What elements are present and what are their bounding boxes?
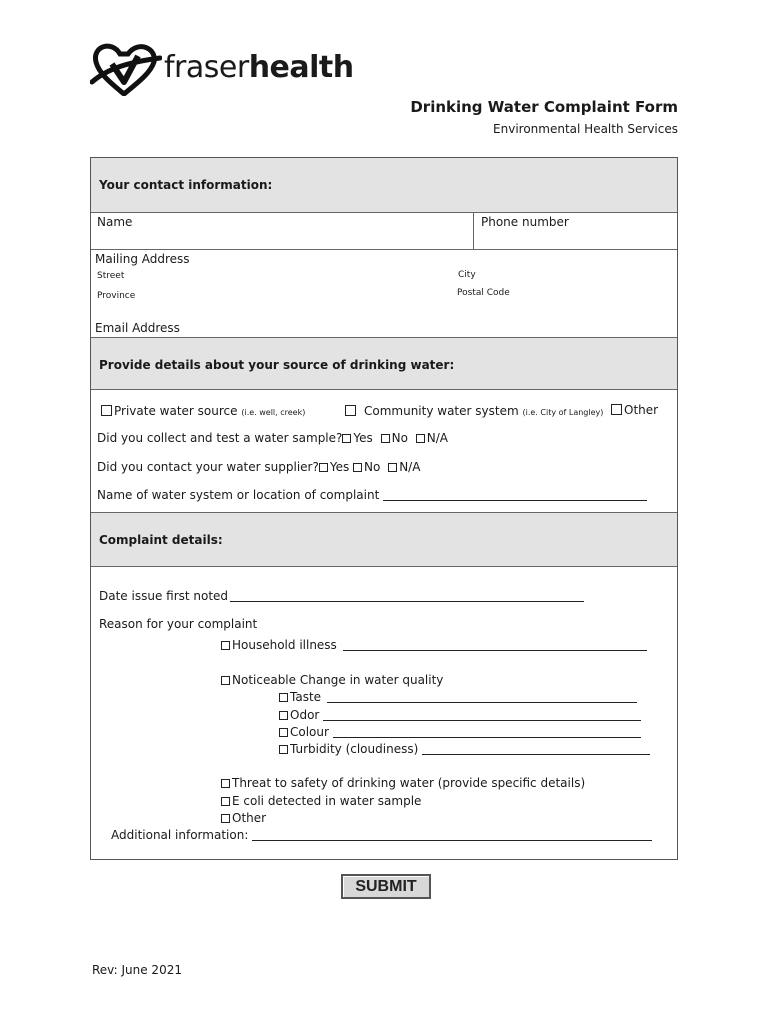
complaint-section-header bbox=[91, 512, 677, 567]
other-source-checkbox[interactable] bbox=[611, 404, 622, 415]
household-illness-checkbox[interactable] bbox=[221, 641, 230, 650]
date-field[interactable]: Date issue first noted bbox=[99, 589, 584, 603]
odor-line[interactable] bbox=[323, 710, 641, 721]
contact-heading: Your contact information: bbox=[99, 178, 273, 192]
form-title: Drinking Water Complaint Form bbox=[410, 98, 678, 116]
form-subtitle: Environmental Health Services bbox=[493, 122, 678, 136]
supplier-yes-checkbox[interactable] bbox=[319, 463, 328, 472]
location-line[interactable] bbox=[383, 490, 647, 501]
fraser-health-logo bbox=[90, 42, 354, 96]
date-line[interactable] bbox=[230, 591, 584, 602]
private-source-checkbox[interactable] bbox=[101, 405, 112, 416]
collect-sample-question: Did you collect and test a water sample? Yes No N/A bbox=[97, 431, 448, 445]
colour-line[interactable] bbox=[333, 727, 641, 738]
odor-checkbox[interactable] bbox=[279, 711, 288, 720]
reason-label: Reason for your complaint bbox=[99, 617, 258, 631]
revision-date: Rev: June 2021 bbox=[92, 963, 182, 977]
threat-option[interactable]: Threat to safety of drinking water (provide specific details) bbox=[221, 776, 585, 790]
divider bbox=[91, 249, 677, 250]
threat-checkbox[interactable] bbox=[221, 779, 230, 788]
additional-info-field[interactable]: Additional information: bbox=[111, 828, 652, 842]
logo-wordmark: fraserhealth bbox=[164, 50, 354, 85]
colour-option[interactable]: Colour bbox=[279, 725, 641, 739]
turbidity-option[interactable]: Turbidity (cloudiness) bbox=[279, 742, 650, 756]
submit-button[interactable]: SUBMIT bbox=[341, 874, 431, 899]
supplier-no-checkbox[interactable] bbox=[353, 463, 362, 472]
collect-na-checkbox[interactable] bbox=[416, 434, 425, 443]
phone-field[interactable]: Phone number bbox=[481, 215, 569, 229]
fraser-health-heart-icon bbox=[90, 42, 162, 96]
community-system-option[interactable]: Community water system (i.e. City of Langley) bbox=[345, 404, 603, 418]
community-system-checkbox[interactable] bbox=[345, 405, 356, 416]
noticeable-change-option[interactable]: Noticeable Change in water quality bbox=[221, 673, 443, 687]
other-complaint-option[interactable]: Other bbox=[221, 811, 266, 825]
source-heading: Provide details about your source of drinking water: bbox=[99, 358, 455, 372]
complaint-form bbox=[90, 157, 678, 860]
source-section-header bbox=[91, 337, 677, 390]
noticeable-change-checkbox[interactable] bbox=[221, 676, 230, 685]
taste-option[interactable]: Taste bbox=[279, 690, 637, 704]
taste-line[interactable] bbox=[327, 692, 637, 703]
mailing-address-label: Mailing Address bbox=[95, 252, 190, 266]
turbidity-line[interactable] bbox=[422, 744, 650, 755]
colour-checkbox[interactable] bbox=[279, 728, 288, 737]
other-complaint-checkbox[interactable] bbox=[221, 814, 230, 823]
contact-section-header bbox=[91, 158, 677, 213]
taste-checkbox[interactable] bbox=[279, 693, 288, 702]
household-illness-option[interactable]: Household illness bbox=[221, 638, 647, 652]
complaint-heading: Complaint details: bbox=[99, 533, 223, 547]
private-source-option[interactable]: Private water source (i.e. well, creek) bbox=[101, 404, 305, 418]
province-field[interactable]: Province bbox=[97, 291, 136, 301]
contact-supplier-question: Did you contact your water supplier? Yes No N/A bbox=[97, 460, 421, 474]
additional-info-line[interactable] bbox=[252, 830, 652, 841]
collect-no-checkbox[interactable] bbox=[381, 434, 390, 443]
ecoli-checkbox[interactable] bbox=[221, 797, 230, 806]
turbidity-checkbox[interactable] bbox=[279, 745, 288, 754]
email-field[interactable]: Email Address bbox=[95, 321, 180, 335]
street-field[interactable]: Street bbox=[97, 271, 125, 281]
divider bbox=[473, 213, 474, 249]
ecoli-option[interactable]: E coli detected in water sample bbox=[221, 794, 421, 808]
supplier-na-checkbox[interactable] bbox=[388, 463, 397, 472]
collect-yes-checkbox[interactable] bbox=[342, 434, 351, 443]
city-field[interactable]: City bbox=[458, 270, 476, 280]
household-illness-line[interactable] bbox=[343, 640, 647, 651]
location-field[interactable]: Name of water system or location of complaint bbox=[97, 488, 647, 502]
name-field[interactable]: Name bbox=[97, 215, 133, 229]
other-source-option[interactable]: Other bbox=[611, 403, 658, 417]
postal-code-field[interactable]: Postal Code bbox=[457, 288, 510, 298]
odor-option[interactable]: Odor bbox=[279, 708, 641, 722]
